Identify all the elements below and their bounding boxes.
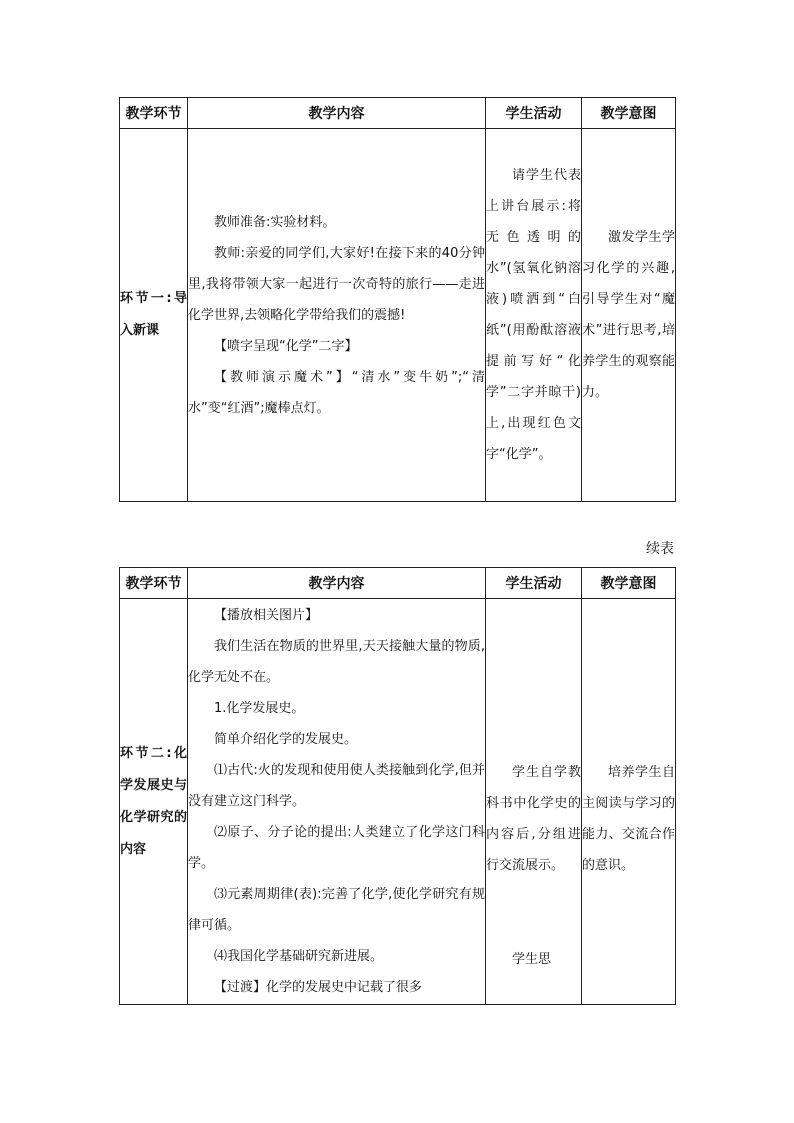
- content-paragraph: 【喷字呈现“化学”二字】: [214, 338, 358, 354]
- table-header-row: [120, 98, 676, 129]
- activity-text: 学生思: [512, 952, 552, 967]
- stage-cell: 环节一:导入新课: [120, 129, 188, 502]
- header-content: 教学内容: [188, 98, 486, 129]
- header-stage: 教学环节: [120, 98, 188, 129]
- header-stage: 教学环节: [120, 568, 188, 599]
- table-row: [120, 599, 676, 1005]
- content-paragraph: ⑷我国化学基础研究新进展。: [214, 949, 384, 964]
- content-paragraph: 简单介绍化学的发展史。: [214, 732, 358, 747]
- intent-text: 培养学生自主阅读与学习的能力、交流合作的意识。: [582, 765, 675, 873]
- content-cell: [188, 129, 486, 502]
- stage-cell: 环节二:化学发展史与化学研究的内容: [120, 599, 188, 1005]
- header-content: 教学内容: [188, 568, 486, 599]
- continued-label: 续表: [646, 541, 674, 557]
- content-paragraph: 1.化学发展史。: [214, 701, 305, 716]
- activity-cell: [486, 129, 582, 502]
- activity-text: 请学生代表上讲台展示:将无色透明的水”(氢氧化钠溶液)喷洒到“白纸”(用酚酞溶液提前写好“化学”二字并晾干)上,出现红色文字“化学”。: [486, 168, 581, 462]
- header-intent: 教学意图: [582, 568, 676, 599]
- content-paragraph: ⑶元素周期律(表):完善了化学,使化学研究有规律可循。: [188, 887, 485, 933]
- table-row: [120, 129, 676, 502]
- activity-cell: [486, 599, 582, 1005]
- content-cell: [188, 599, 486, 1005]
- lesson-table-2: [119, 567, 676, 1005]
- content-paragraph: 教师:亲爱的同学们,大家好!在接下来的40分钟里,我将带领大家一起进行一次奇特的旅行——走进化学世界,去领略化学带给我们的震撼!: [188, 245, 485, 323]
- header-activity: 学生活动: [486, 568, 582, 599]
- intent-cell: [582, 599, 676, 1005]
- content-paragraph: 【教师演示魔术”】“清水”变牛奶”;“清水”变“红酒”;魔棒点灯。: [188, 369, 485, 416]
- header-activity: 学生活动: [486, 98, 582, 129]
- content-paragraph: 【过渡】化学的发展史中记载了很多: [214, 980, 423, 995]
- content-paragraph: 【播放相关图片】: [214, 608, 319, 623]
- intent-cell: [582, 129, 676, 502]
- content-paragraph: 教师准备:实验材料。: [214, 214, 336, 230]
- content-paragraph: ⑵原子、分子论的提出:人类建立了化学这门科学。: [188, 825, 485, 871]
- content-paragraph: ⑴古代:火的发现和使用使人类接触到化学,但并没有建立这门科学。: [188, 763, 485, 809]
- intent-text: 激发学生学习化学的兴趣,引导学生对“魔术”进行思考,培养学生的观察能力。: [582, 230, 675, 400]
- table-header-row: [120, 568, 676, 599]
- content-paragraph: 我们生活在物质的世界里,天天接触大量的物质,化学无处不在。: [188, 639, 485, 685]
- header-intent: 教学意图: [582, 98, 676, 129]
- activity-text: 学生自学教科书中化学史的内容后,分组进行交流展示。: [486, 765, 581, 873]
- lesson-table-1: [119, 97, 676, 502]
